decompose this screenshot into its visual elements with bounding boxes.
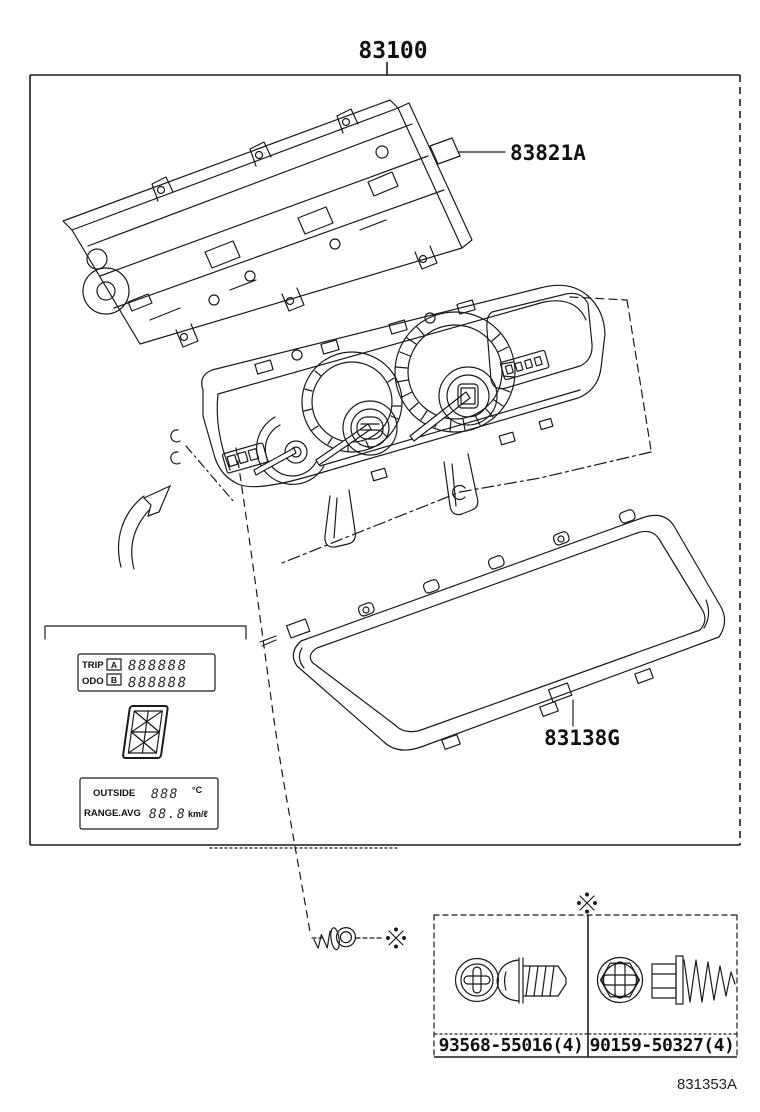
odo-digits: 888888 [126,675,189,691]
lens-part-number: 83138G [544,726,620,750]
lens-cover-drawing [260,509,725,750]
range-avg-unit: km/ℓ [188,809,208,819]
odo-label: ODO [82,676,104,687]
screw-left-part-number: 93568-55016(4) [438,1035,584,1056]
screw-left-drawing [456,958,567,1003]
trip-mode-badge: A [110,660,118,670]
odometer-display [78,654,215,691]
back-plate-part-number: 83821A [510,141,586,165]
reference-mark-icon [387,928,406,948]
figure-code: 831353A [676,1076,738,1093]
detail-bracket [45,626,246,639]
pointer-arrow [119,486,170,569]
meter-assembly-drawing [171,285,605,547]
outside-temp-value: 888 [149,787,180,802]
screw-leader-line [236,448,310,932]
outside-temp-unit: °C [192,785,203,795]
trip-computer-display [80,778,218,829]
odo-mode-badge: B [110,675,118,685]
main-part-number: 83100 [358,38,428,64]
trip-label: TRIP [82,660,104,671]
range-avg-value: 88.8 [147,807,188,822]
trip-digits: 888888 [126,658,189,674]
range-avg-label: RANGE.AVG [84,808,141,819]
diagram-frame [30,62,740,848]
outside-temp-label: OUTSIDE [93,788,136,799]
gear-indicator-display [123,706,168,758]
reference-mark-icon [578,893,597,913]
fastener-box [434,893,737,1057]
screw-right-part-number: 90159-50327(4) [589,1035,735,1056]
mounting-screw-drawing [312,925,384,953]
screw-right-drawing [598,956,736,1004]
back-plate-drawing [63,100,472,347]
